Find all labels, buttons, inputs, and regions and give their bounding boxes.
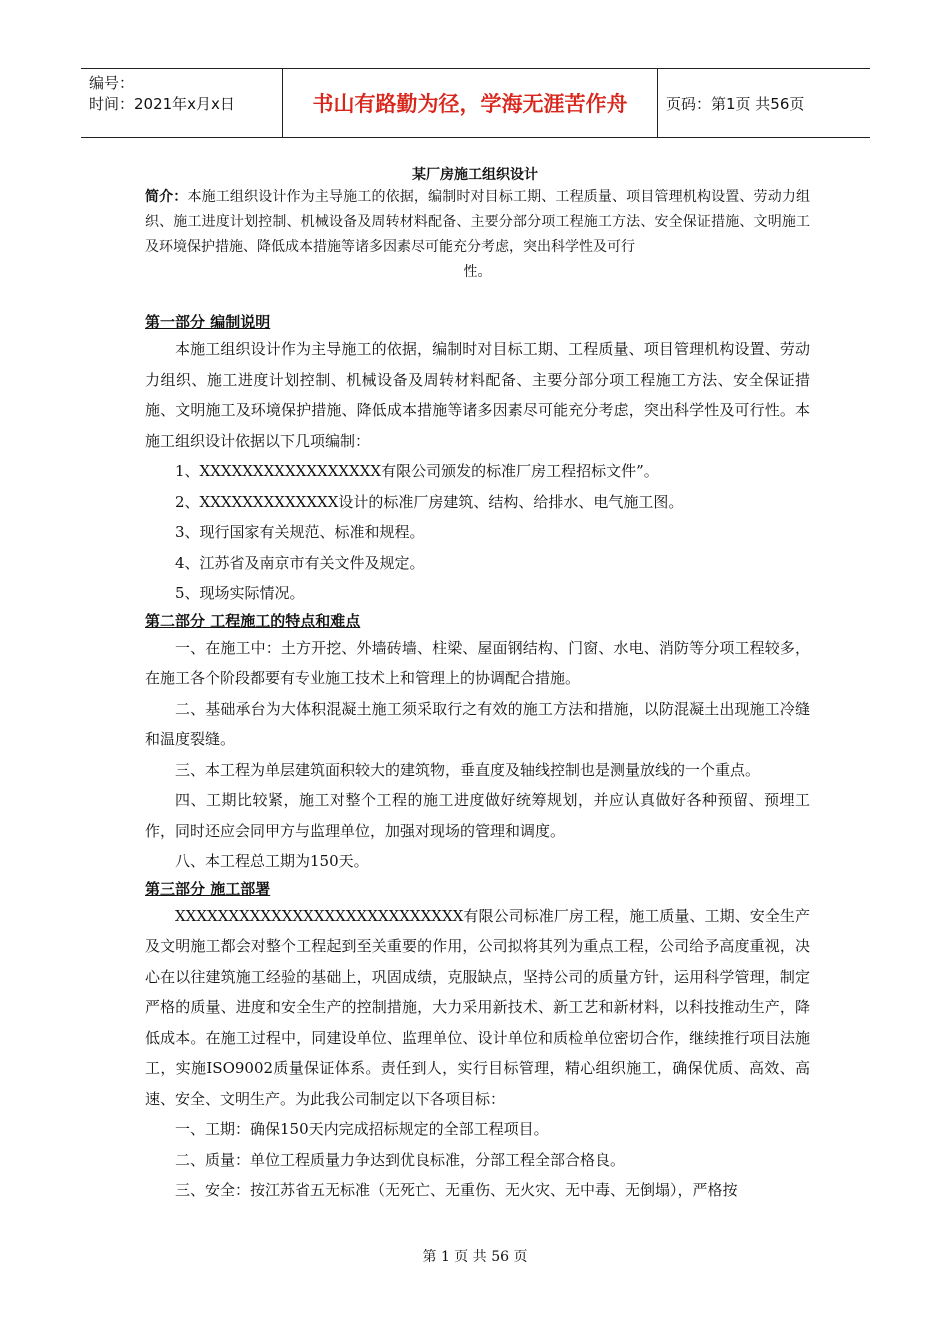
section-heading-1: 第一部分 编制说明 — [145, 313, 271, 331]
document-date: 时间：2021年x月x日 — [89, 95, 235, 113]
section-heading-2: 第二部分 工程施工的特点和难点 — [145, 611, 361, 630]
header-page-info: 页码：第1页 共56页 — [666, 94, 805, 113]
document-body — [145, 310, 810, 1206]
header-meta — [81, 69, 282, 137]
section-2-paragraph: 八、本工程总工期为150天。 — [175, 852, 369, 870]
document-number-label: 编号： — [89, 74, 135, 92]
abstract-tail: 性。 — [463, 264, 492, 280]
document-title: 某厂房施工组织设计 — [412, 167, 538, 183]
header-table — [81, 68, 870, 138]
header-motto: 书山有路勤为径，学海无涯苦作舟 — [282, 69, 658, 137]
section-3-intro: XXXXXXXXXXXXXXXXXXXXXXXXXXX有限公司标准厂房工程，施工质量、工期、安全生产及文明施工都会对整个工程起到至关重要的作用，公司拟将其列为重点工程，公司给予高度重视，决心在以往建筑施工经验的基础上，巩固成绩，克服缺点，坚持公司的质量方针，运用科学管理，制定严格的质量、进度和安全生产的控制措施，大力采用新技术、新工艺和新材料，以科技推动生产，降低成本。在施工过程中，同建设单位、监理单位、设计单位和质检单位密切合作，继续推行项目法施工，实施ISO9002质量保证体系。责任到人，实行目标管理，精心组织施工，确保优质、高效、高速、安全、文明生产。为此我公司制定以下各项目标： — [145, 906, 810, 1108]
section-3-item: 二、质量：单位工程质量力争达到优良标准，分部工程全部合格良。 — [175, 1150, 626, 1169]
section-1-item: 4、江苏省及南京市有关文件及规定。 — [175, 553, 425, 572]
abstract-text: 本施工组织设计作为主导施工的依据，编制时对目标工期、工程质量、项目管理机构设置、劳动力组织、施工进度计划控制、机械设备及周转材料配备、主要分部分项工程施工方法、安全保证措施、文明施工及环境保护措施、降低成本措施等诸多因素尽可能充分考虑，突出科学性及可行 — [145, 189, 811, 255]
section-3-item: 一、工期：确保150天内完成招标规定的全部工程项目。 — [175, 1120, 549, 1138]
section-2-paragraph: 二、基础承台为大体积混凝土施工须采取行之有效的施工方法和措施，以防混凝土出现施工冷缝和温度裂缝。 — [145, 699, 810, 748]
section-heading-3: 第三部分 施工部署 — [145, 879, 271, 898]
section-2-paragraph: 三、本工程为单层建筑面积较大的建筑物，垂直度及轴线控制也是测量放线的一个重点。 — [175, 760, 761, 779]
section-1-item: 2、XXXXXXXXXXXXX设计的标准厂房建筑、结构、给排水、电气施工图。 — [175, 492, 684, 511]
page-footer: 第 1 页 共 56 页 — [422, 1249, 528, 1265]
section-1-item: 5、现场实际情况。 — [175, 584, 305, 602]
section-1-intro: 本施工组织设计作为主导施工的依据，编制时对目标工期、工程质量、项目管理机构设置、劳动力组织、施工进度计划控制、机械设备及周转材料配备、主要分部分项工程施工方法、安全保证措施、文明施工及环境保护措施、降低成本措施等诸多因素尽可能充分考虑，突出科学性及可行性。本施工组织设计依据以下几项编制： — [145, 340, 810, 450]
abstract — [145, 185, 810, 285]
section-3-item: 三、安全：按江苏省五无标准（无死亡、无重伤、无火灾、无中毒、无倒塌），严格按 — [175, 1181, 738, 1199]
section-1-item: 3、现行国家有关规范、标准和规程。 — [175, 523, 425, 541]
section-2-paragraph: 四、工期比较紧，施工对整个工程的施工进度做好统筹规划，并应认真做好各种预留、预埋工作，同时还应会同甲方与监理单位，加强对现场的管理和调度。 — [145, 791, 810, 840]
abstract-label: 简介： — [145, 189, 188, 205]
section-2-paragraph: 一、在施工中：土方开挖、外墙砖墙、柱梁、屋面钢结构、门窗、水电、消防等分项工程较多，在施工各个阶段都要有专业施工技术上和管理上的协调配合措施。 — [145, 638, 810, 687]
section-1-item: 1、XXXXXXXXXXXXXXXXX有限公司颁发的标准厂房工程招标文件”。 — [175, 462, 659, 480]
